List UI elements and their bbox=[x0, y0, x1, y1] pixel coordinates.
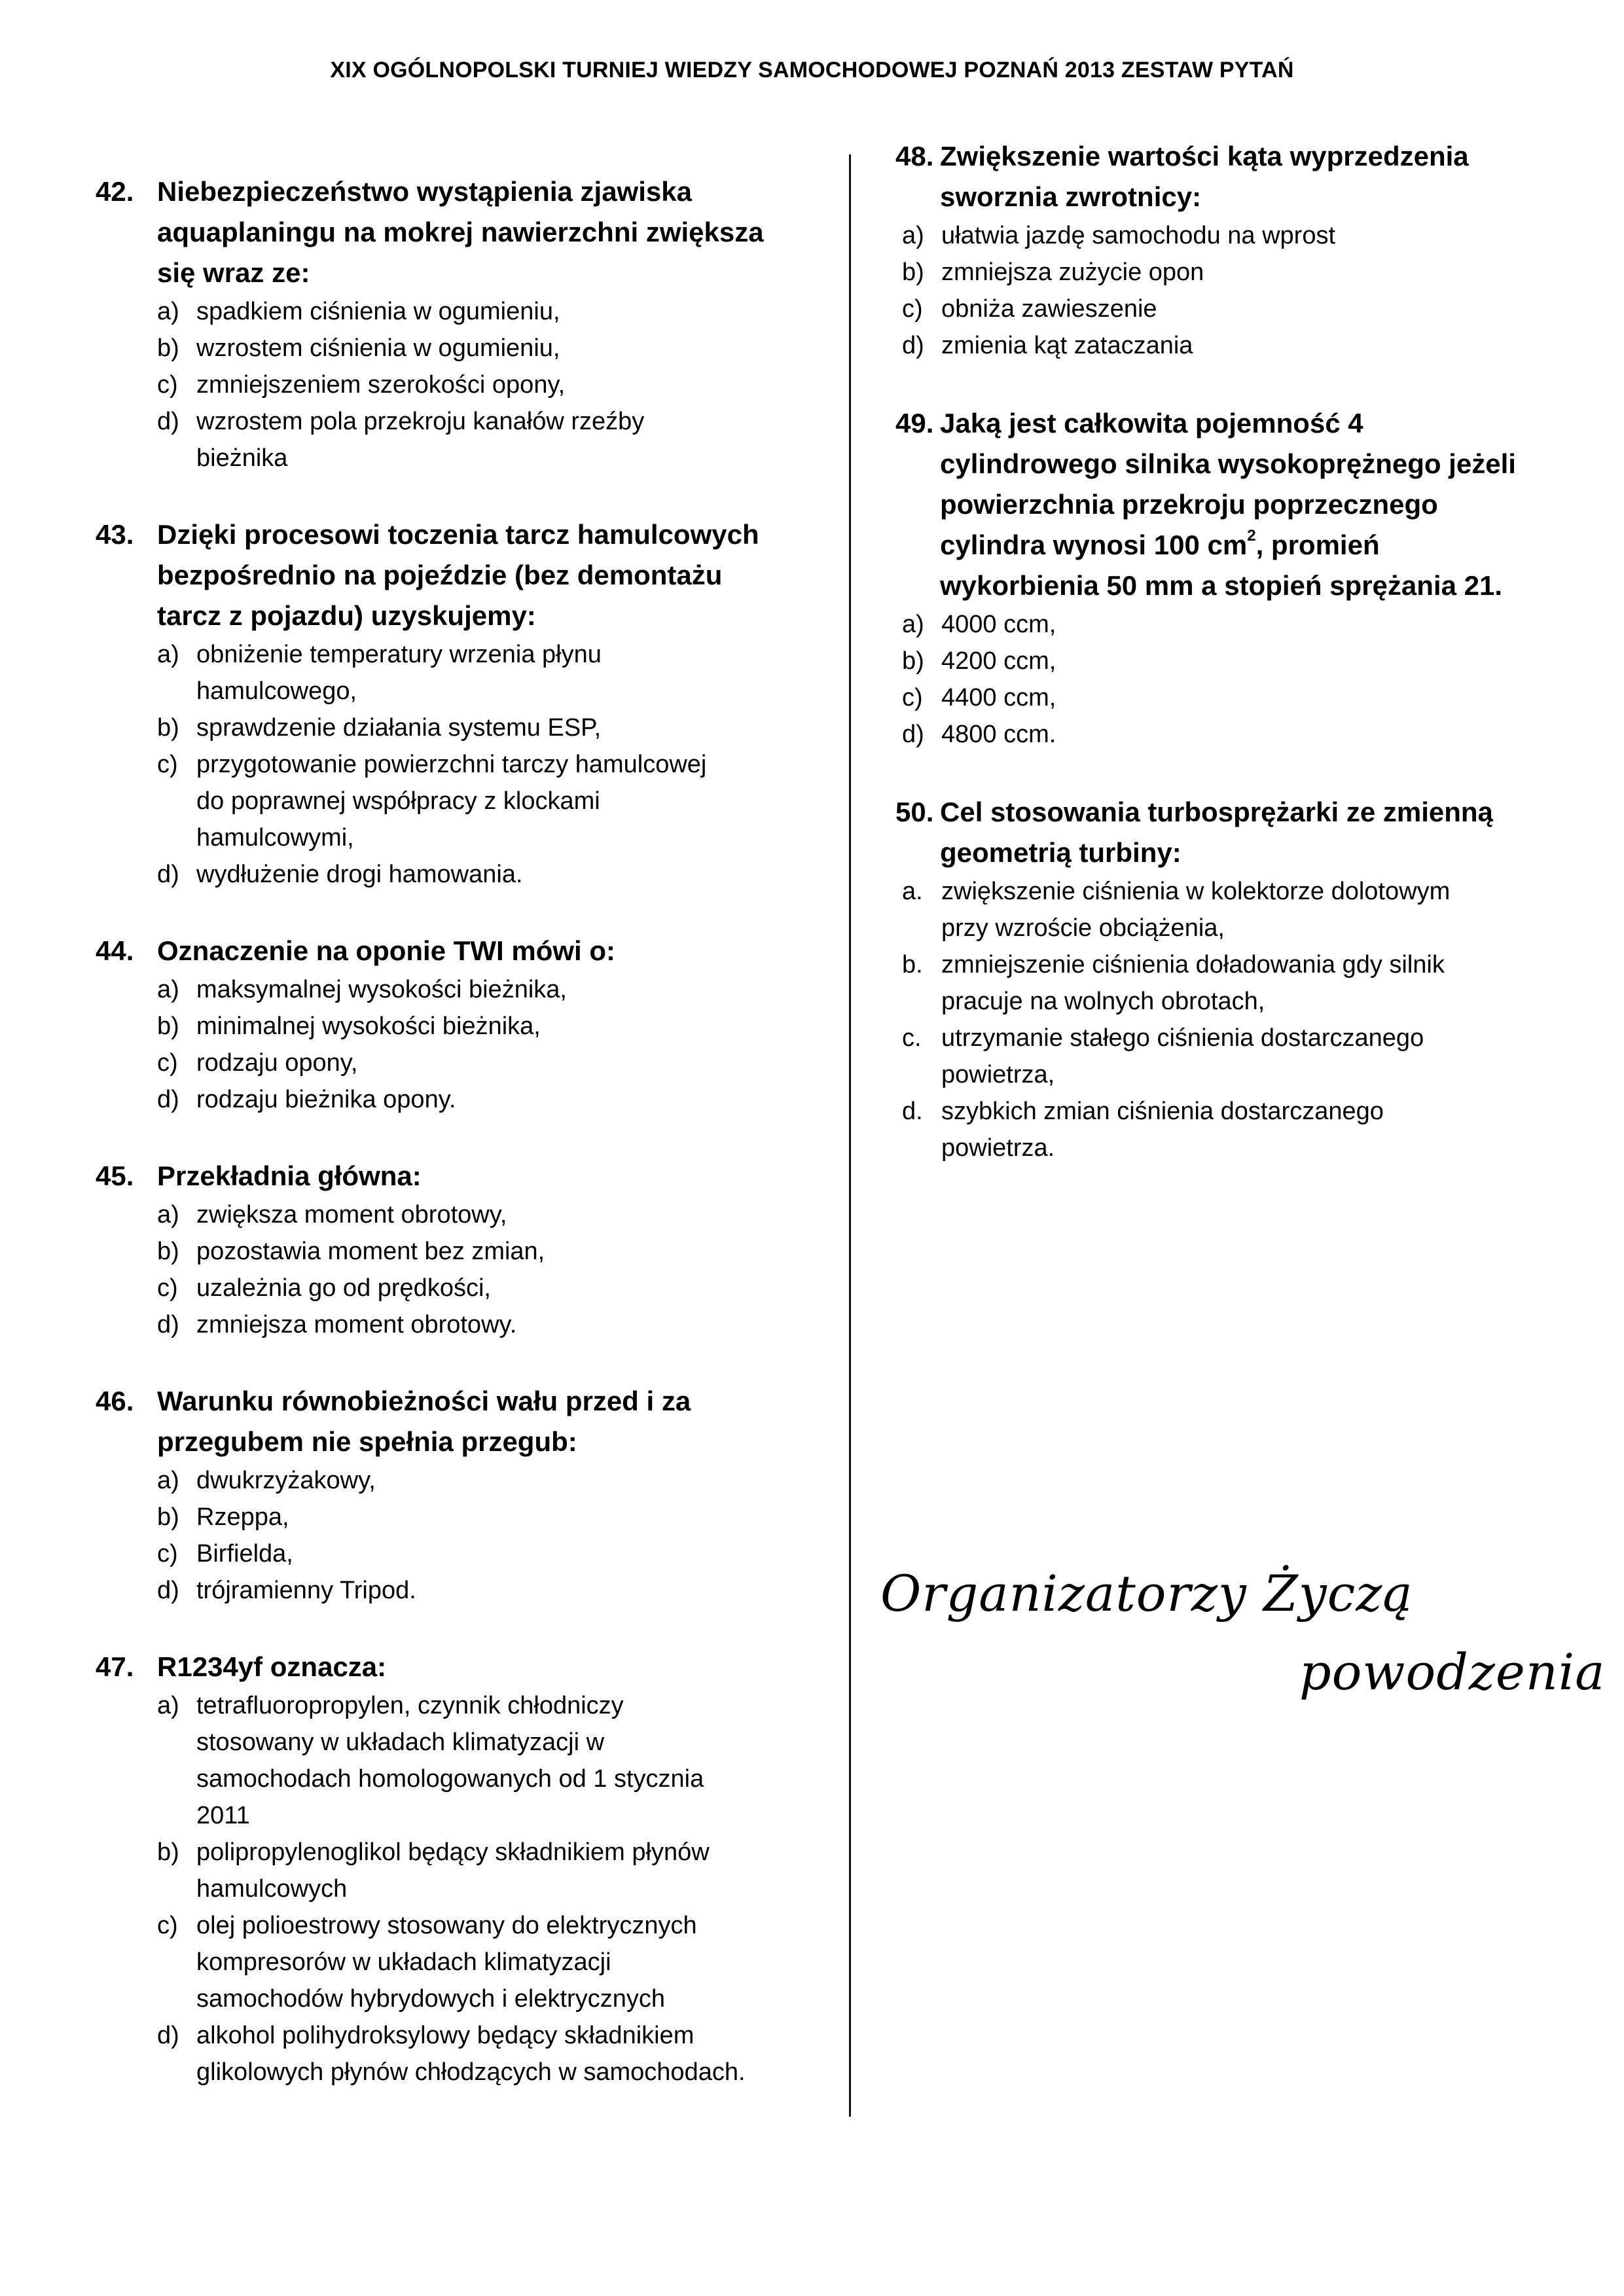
question-heading bbox=[96, 171, 816, 293]
answer-text: 4000 ccm, bbox=[941, 611, 1056, 638]
answer-text: tetrafluoropropylen, czynnik chłodniczy stosowany w układach klimatyzacji w samochodach homologowanych od 1 stycznia 2011 bbox=[196, 1692, 704, 1829]
answer-text: zmniejsza zużycie opon bbox=[941, 259, 1204, 286]
question-number: 44. bbox=[96, 935, 134, 966]
answer-option bbox=[96, 1572, 816, 1609]
answer-text: 4400 ccm, bbox=[941, 684, 1056, 711]
question-block bbox=[96, 1381, 816, 1609]
answer-letter: b) bbox=[902, 647, 924, 675]
answer-letter: c) bbox=[157, 751, 178, 778]
answer-list bbox=[96, 1462, 816, 1609]
question-gap bbox=[96, 1118, 816, 1156]
closing-message bbox=[880, 1564, 1606, 1734]
closing-line-2: powodzenia bbox=[1299, 1643, 1606, 1701]
answer-text: polipropylenoglikol będący składnikiem płynów hamulcowych bbox=[196, 1839, 710, 1903]
question-gap bbox=[96, 476, 816, 514]
answer-letter: d) bbox=[157, 1577, 179, 1604]
answer-letter: a) bbox=[902, 222, 924, 249]
answer-text: wzrostem pola przekroju kanałów rzeźby bieżnika bbox=[196, 408, 645, 472]
question-block bbox=[895, 403, 1550, 753]
question-block bbox=[96, 931, 816, 1118]
answer-letter: b) bbox=[157, 334, 179, 362]
answer-option bbox=[96, 2017, 816, 2090]
page-title: XIX OGÓLNOPOLSKI TURNIEJ WIEDZY SAMOCHODOWEJ POZNAŃ 2013 ZESTAW PYTAŃ bbox=[330, 58, 1294, 82]
answer-list bbox=[96, 636, 816, 893]
answer-option bbox=[96, 1233, 816, 1270]
answer-option bbox=[96, 709, 816, 746]
answer-letter: d. bbox=[902, 1098, 923, 1125]
answer-option bbox=[895, 643, 1550, 679]
answer-text: dwukrzyżakowy, bbox=[196, 1467, 376, 1494]
answer-letter: b) bbox=[157, 714, 179, 742]
right-column bbox=[895, 136, 1550, 1166]
answer-option bbox=[96, 1081, 816, 1118]
answer-text: obniżenie temperatury wrzenia płynu hamulcowego, bbox=[196, 641, 602, 705]
answer-option bbox=[895, 679, 1550, 716]
question-gap bbox=[895, 364, 1550, 403]
answer-text: rodzaju bieżnika opony. bbox=[196, 1086, 456, 1113]
question-text: Niebezpieczeństwo wystąpienia zjawiska aquaplaningu na mokrej nawierzchni zwiększa się wraz ze: bbox=[157, 176, 764, 288]
question-text-part-2: , promień wykorbienia 50 mm a stopień sprężania 21. bbox=[940, 529, 1503, 601]
answer-option bbox=[895, 327, 1550, 364]
answer-text: rodzaju opony, bbox=[196, 1049, 358, 1077]
answer-letter: c. bbox=[902, 1024, 922, 1052]
answer-letter: c) bbox=[157, 1274, 178, 1302]
question-text bbox=[940, 403, 1550, 606]
column-divider bbox=[849, 154, 851, 2117]
answer-option bbox=[895, 716, 1550, 753]
answer-option bbox=[96, 1270, 816, 1306]
answer-option bbox=[96, 1196, 816, 1233]
answer-letter: c) bbox=[902, 295, 923, 323]
answer-text: zmniejszeniem szerokości opony, bbox=[196, 371, 566, 399]
question-block bbox=[895, 136, 1550, 364]
answer-option bbox=[96, 1008, 816, 1045]
answer-option bbox=[96, 971, 816, 1008]
question-block bbox=[96, 1647, 816, 2090]
question-heading bbox=[96, 1381, 816, 1462]
answer-text: zwiększenie ciśnienia w kolektorze dolotowym przy wzroście obciążenia, bbox=[941, 878, 1451, 942]
answer-letter: c) bbox=[157, 1540, 178, 1568]
answer-letter: a) bbox=[157, 976, 179, 1003]
question-number: 42. bbox=[96, 176, 134, 207]
answer-list bbox=[895, 873, 1550, 1166]
answer-text: Birfielda, bbox=[196, 1540, 293, 1568]
answer-option bbox=[895, 1093, 1550, 1166]
question-text: Zwiększenie wartości kąta wyprzedzenia sworznia zwrotnicy: bbox=[940, 141, 1469, 212]
answer-list bbox=[96, 1196, 816, 1343]
left-column bbox=[96, 171, 816, 2090]
answer-letter: b) bbox=[902, 259, 924, 286]
answer-text: trójramienny Tripod. bbox=[196, 1577, 416, 1604]
answer-text: sprawdzenie działania systemu ESP, bbox=[196, 714, 602, 742]
answer-option bbox=[895, 606, 1550, 643]
answer-option bbox=[895, 1020, 1550, 1093]
question-text: R1234yf oznacza: bbox=[157, 1651, 387, 1682]
answer-text: minimalnej wysokości bieżnika, bbox=[196, 1013, 541, 1040]
answer-option bbox=[96, 293, 816, 330]
answer-option bbox=[96, 1907, 816, 2017]
answer-text: 4200 ccm, bbox=[941, 647, 1056, 675]
answer-text: spadkiem ciśnienia w ogumieniu, bbox=[196, 298, 560, 325]
answer-option bbox=[96, 856, 816, 893]
answer-letter: d) bbox=[157, 861, 179, 888]
question-text: Dzięki procesowi toczenia tarcz hamulcowych bezpośrednio na pojeździe (bez demontażu tarcz z pojazdu) uzyskujemy: bbox=[157, 519, 759, 631]
question-heading bbox=[96, 931, 816, 971]
question-number: 50. bbox=[895, 797, 934, 827]
answer-option bbox=[96, 403, 816, 476]
answer-text: maksymalnej wysokości bieżnika, bbox=[196, 976, 567, 1003]
answer-list bbox=[96, 971, 816, 1118]
answer-text: przygotowanie powierzchni tarczy hamulcowej do poprawnej współpracy z klockami hamulcowymi, bbox=[196, 751, 707, 852]
question-text: Przekładnia główna: bbox=[157, 1160, 422, 1191]
answer-letter: b) bbox=[157, 1238, 179, 1265]
answer-letter: c) bbox=[157, 1912, 178, 1939]
answer-text: wydłużenie drogi hamowania. bbox=[196, 861, 523, 888]
question-number: 43. bbox=[96, 519, 134, 550]
question-number: 49. bbox=[895, 408, 934, 439]
answer-option bbox=[895, 254, 1550, 291]
question-number: 47. bbox=[96, 1651, 134, 1682]
answer-option bbox=[96, 1045, 816, 1081]
answer-text: zmienia kąt zataczania bbox=[941, 332, 1193, 359]
question-superscript: 2 bbox=[1247, 527, 1256, 545]
question-block bbox=[96, 171, 816, 476]
answer-letter: b) bbox=[157, 1503, 179, 1531]
answer-option bbox=[895, 946, 1550, 1020]
question-gap bbox=[96, 1343, 816, 1381]
answer-letter: a) bbox=[157, 298, 179, 325]
question-gap bbox=[895, 753, 1550, 792]
question-block bbox=[96, 1156, 816, 1343]
answer-letter: d) bbox=[902, 721, 924, 748]
answer-letter: b) bbox=[157, 1839, 179, 1866]
answer-option bbox=[895, 873, 1550, 946]
answer-letter: a) bbox=[157, 1201, 179, 1229]
answer-letter: d) bbox=[157, 408, 179, 435]
answer-letter: d) bbox=[902, 332, 924, 359]
question-heading bbox=[96, 514, 816, 636]
question-number: 48. bbox=[895, 141, 934, 171]
answer-option bbox=[96, 746, 816, 856]
answer-text: szybkich zmian ciśnienia dostarczanego powietrza. bbox=[941, 1098, 1384, 1162]
answer-text: zwiększa moment obrotowy, bbox=[196, 1201, 507, 1229]
question-number: 45. bbox=[96, 1160, 134, 1191]
answer-letter: a) bbox=[157, 1467, 179, 1494]
answer-letter: a) bbox=[902, 611, 924, 638]
answer-option bbox=[96, 1306, 816, 1343]
question-gap bbox=[96, 893, 816, 931]
answer-letter: c) bbox=[902, 684, 923, 711]
answer-letter: d) bbox=[157, 2022, 179, 2049]
question-gap bbox=[96, 1609, 816, 1647]
question-heading bbox=[895, 136, 1550, 217]
question-text: Warunku równobieżności wału przed i za przegubem nie spełnia przegub: bbox=[157, 1386, 691, 1457]
question-block bbox=[895, 792, 1550, 1166]
answer-list bbox=[895, 217, 1550, 364]
answer-text: wzrostem ciśnienia w ogumieniu, bbox=[196, 334, 560, 362]
question-heading bbox=[96, 1156, 816, 1196]
question-heading bbox=[895, 792, 1550, 873]
answer-list bbox=[895, 606, 1550, 753]
answer-letter: c) bbox=[157, 371, 178, 399]
answer-list bbox=[96, 1687, 816, 2090]
answer-text: alkohol polihydroksylowy będący składnikiem glikolowych płynów chłodzących w samochodach. bbox=[196, 2022, 746, 2086]
answer-letter: c) bbox=[157, 1049, 178, 1077]
answer-option bbox=[96, 367, 816, 403]
question-heading bbox=[895, 403, 1550, 606]
answer-letter: d) bbox=[157, 1311, 179, 1338]
answer-text: obniża zawieszenie bbox=[941, 295, 1157, 323]
answer-text: 4800 ccm. bbox=[941, 721, 1056, 748]
answer-letter: a. bbox=[902, 878, 923, 905]
answer-text: ułatwia jazdę samochodu na wprost bbox=[941, 222, 1336, 249]
answer-option bbox=[96, 636, 816, 709]
answer-option bbox=[96, 1462, 816, 1499]
answer-option bbox=[895, 291, 1550, 327]
closing-line-1: Organizatorzy Życzą bbox=[880, 1564, 1413, 1623]
question-text: Oznaczenie na oponie TWI mówi o: bbox=[157, 935, 616, 966]
answer-text: uzależnia go od prędkości, bbox=[196, 1274, 491, 1302]
answer-text: zmniejszenie ciśnienia doładowania gdy silnik pracuje na wolnych obrotach, bbox=[941, 951, 1445, 1015]
question-heading bbox=[96, 1647, 816, 1687]
question-block bbox=[96, 514, 816, 893]
answer-option bbox=[96, 1687, 816, 1834]
answer-text: olej polioestrowy stosowany do elektrycznych kompresorów w układach klimatyzacji samochodów hybrydowych i elektrycznych bbox=[196, 1912, 697, 2013]
question-text: Cel stosowania turbosprężarki ze zmienną geometrią turbiny: bbox=[940, 797, 1493, 868]
answer-option bbox=[96, 330, 816, 367]
answer-text: Rzeppa, bbox=[196, 1503, 289, 1531]
answer-option bbox=[96, 1535, 816, 1572]
answer-letter: b) bbox=[157, 1013, 179, 1040]
answer-list bbox=[96, 293, 816, 476]
answer-option bbox=[895, 217, 1550, 254]
answer-option bbox=[96, 1499, 816, 1535]
answer-letter: b. bbox=[902, 951, 923, 978]
answer-letter: a) bbox=[157, 1692, 179, 1719]
answer-text: zmniejsza moment obrotowy. bbox=[196, 1311, 517, 1338]
question-number: 46. bbox=[96, 1386, 134, 1416]
answer-letter: d) bbox=[157, 1086, 179, 1113]
answer-text: pozostawia moment bez zmian, bbox=[196, 1238, 545, 1265]
answer-text: utrzymanie stałego ciśnienia dostarczanego powietrza, bbox=[941, 1024, 1424, 1088]
answer-letter: a) bbox=[157, 641, 179, 668]
question-text-part-1: Jaką jest całkowita pojemność 4 cylindrowego silnika wysokoprężnego jeżeli powierzchnia przekroju poprzecznego cylindra wynosi 100 cm bbox=[940, 408, 1516, 560]
answer-option bbox=[96, 1834, 816, 1907]
